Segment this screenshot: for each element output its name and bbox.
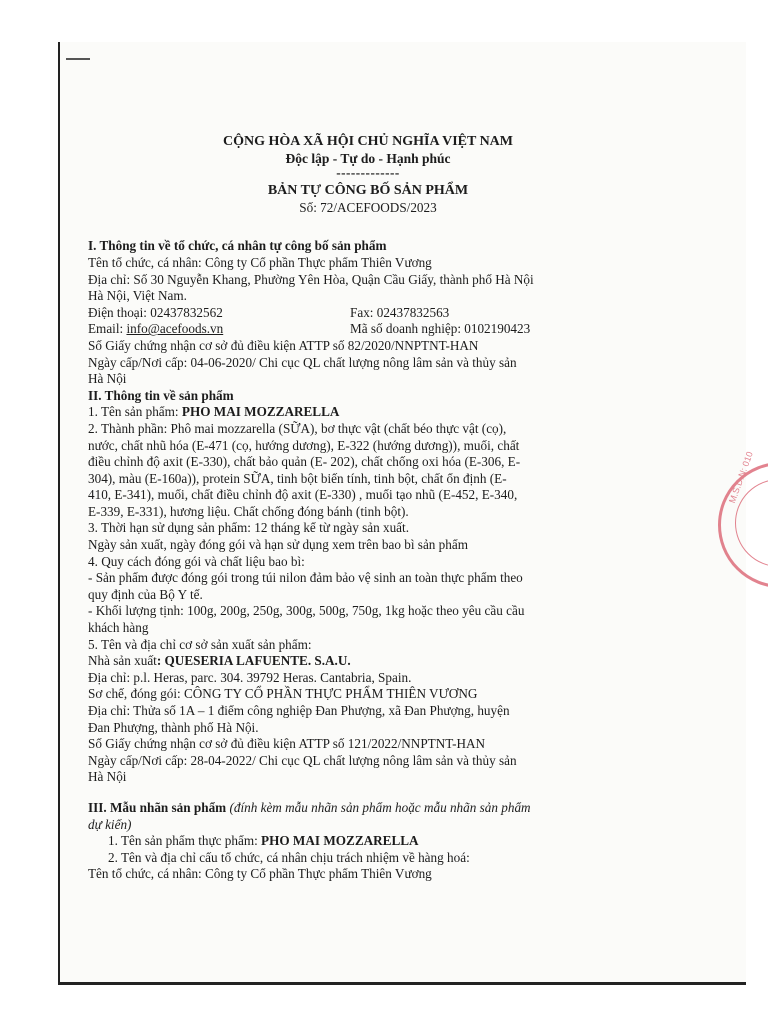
org-line: Tên tổ chức, cá nhân: Công ty Cổ phần Thực phẩm Thiên Vương [88,254,432,270]
ingredients-5: 410, E-341), muối, chất điều chỉnh độ axit (E-330) , muối tạo nhũ (E-452, E-340, [88,487,518,503]
issued-1b: Hà Nội [88,371,127,387]
phone: Điện thoại: 02437832562 [88,304,223,320]
producer-label: Nhà sản xuất [88,653,157,669]
processor-address-1: Địa chỉ: Thửa số 1A – 1 điểm công nghiệp Đan Phượng, xã Đan Phượng, huyện [88,703,510,718]
email-label: Email: [88,321,127,337]
phone-fax-row [88,305,648,322]
ingredients-2: nước, chất nhũ hóa (E-471 (cọ, hướng dương), E-322 (hướng dương)), muối, chất [88,437,520,453]
shelf-life: 3. Thời hạn sử dụng sản phẩm: 12 tháng kể từ ngày sản xuất. [88,520,409,536]
ingredients-1: 2. Thành phần: Phô mai mozzarella (SỮA), bơ thực vật (chất béo thực vật (cọ), [88,420,507,436]
producer-line [88,653,648,670]
processor-line: Sơ chế, đóng gói: CÔNG TY CỔ PHẦN THỰC PHẨM THIÊN VƯƠNG [88,686,478,702]
tax-code: Mã số doanh nghiệp: 0102190423 [350,321,531,337]
stamp-text: M.S.D.N: 010 [727,450,755,505]
processor-address-2: Đan Phượng, thành phố Hà Nội. [88,719,259,735]
email-line [88,321,350,338]
corner-mark [66,58,90,60]
divider-dashes: ------------- [336,165,400,181]
fax: Fax: 02437832563 [350,304,450,320]
address-line-2: Hà Nội, Việt Nam. [88,288,187,304]
issued-1a: Ngày cấp/Nơi cấp: 04-06-2020/ Chi cục QL chất lượng nông lâm sản và thủy sản [88,354,517,370]
product-name: PHO MAI MOZZARELLA [181,404,340,420]
label-org-line: Tên tổ chức, cá nhân: Công ty Cổ phần Thực phẩm Thiên Vương [88,866,432,882]
producer-name: : QUESERIA LAFUENTE. S.A.U. [156,653,351,669]
packaging-2: quy định của Bộ Y tế. [88,586,203,602]
producer-address-line [88,670,648,687]
certificate-2: Số Giấy chứng nhận cơ sở đủ điều kiện ATTP số 121/2022/NNPTNT-HAN [88,736,486,752]
packaging-heading: 4. Quy cách đóng gói và chất liệu bao bì: [88,553,305,569]
document-content [88,130,648,883]
product-name-label: 1. Tên sản phẩm: [88,404,182,420]
product-name-line [88,404,648,421]
section-2-heading: II. Thông tin về sản phẩm [88,387,234,403]
producer-address-label: Địa chỉ [88,669,127,685]
packaging-1: - Sản phẩm được đóng gói trong túi nilon đảm bảo vệ sinh an toàn thực phẩm theo [88,570,523,586]
label-item-1-value: PHO MAI MOZZARELLA [261,833,419,849]
net-weight-1: - Khối lượng tịnh: 100g, 200g, 250g, 300g, 500g, 750g, 1kg hoặc theo yêu cầu cầu [88,603,525,619]
section-3-note-1: (đính kèm mẫu nhãn sản phẩm hoặc mẫu nhãn sản phẩm [229,799,531,815]
ingredients-4: 304), màu (E-160a)), protein SỮA, tinh bột biến tính, tinh bột, chất ổn định (E- [88,470,507,486]
country-heading: CỘNG HÒA XÃ HỘI CHỦ NGHĨA VIỆT NAM [222,134,513,149]
ingredients-3: điều chỉnh độ axit (E-330), chất bảo quản (E- 202), chất chống oxi hóa (E-306, E- [88,454,521,470]
producer-address: : p.l. Heras, parc. 304. 39792 Heras. Cantabria, Spain. [126,669,412,685]
net-weight-2: khách hàng [88,620,149,636]
issued-2a: Ngày cấp/Nơi cấp: 28-04-2022/ Chi cục QL chất lượng nông lâm sản và thủy sản [88,752,517,768]
ingredients-6: E-339, E-331), hương liệu. Chất chống đóng bánh (tinh bột). [88,503,409,519]
email-tax-row [88,321,648,338]
dates-note: Ngày sản xuất, ngày đóng gói và hạn sử dụng xem trên bao bì sản phẩm [88,537,468,553]
section-3-note-2: dự kiến) [88,816,132,832]
section-3-title: III. Mẫu nhãn sản phẩm [88,799,230,815]
section-3-heading [88,800,648,817]
label-item-1-label: 1. Tên sản phẩm thực phẩm: [108,833,262,849]
document-title: BẢN TỰ CÔNG BỐ SẢN PHẨM [267,183,469,199]
label-item-1 [88,833,648,850]
motto: Độc lập - Tự do - Hạnh phúc [285,150,451,166]
manufacturer-heading: 5. Tên và địa chỉ cơ sở sản xuất sản phẩm: [88,636,312,652]
document-number: Số: 72/ACEFOODS/2023 [299,199,437,215]
certificate-1: Số Giấy chứng nhận cơ sở đủ điều kiện ATTP số 82/2020/NNPTNT-HAN [88,337,479,353]
issued-2b: Hà Nội [88,769,127,785]
address-line-1: Địa chỉ: Số 30 Nguyễn Khang, Phường Yên Hòa, Quận Cầu Giấy, thành phố Hà Nội [88,271,534,287]
label-item-2: 2. Tên và địa chỉ cấu tổ chức, cá nhân chịu trách nhiệm về hàng hoá: [108,849,470,865]
section-1-heading: I. Thông tin về tổ chức, cá nhân tự công bố sản phẩm [88,238,387,254]
email-link[interactable]: info@acefoods.vn [126,321,224,337]
